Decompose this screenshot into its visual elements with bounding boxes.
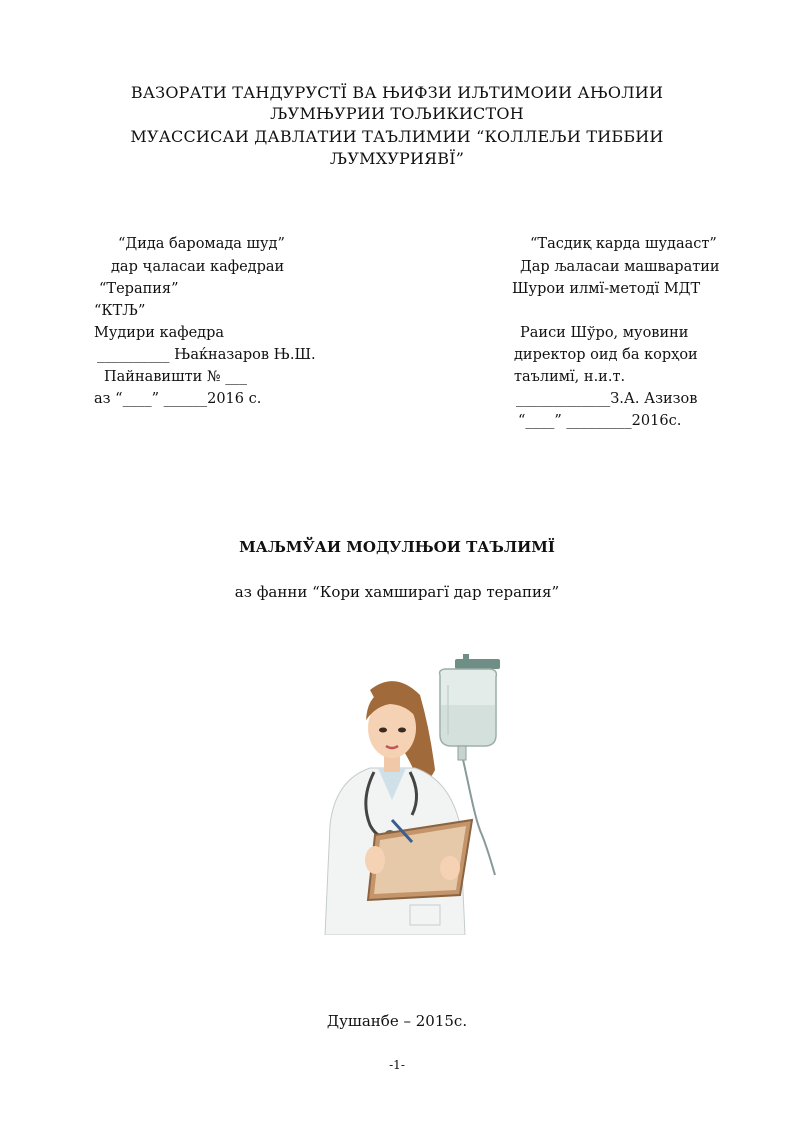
left-line-3: “Терапия” [99, 281, 179, 297]
ministry-title-line-2: ЉУМЊУРИИ ТОЉИКИСТОН [270, 104, 524, 123]
right-line-4: Раиси Шўро, муовини [520, 325, 689, 341]
nurse-with-iv-icon [300, 650, 510, 935]
right-line-1: “Тасдиқ карда шудааст” [530, 236, 717, 252]
document-title: МАЉМЎАИ МОДУЛЊОИ ТАЪЛИМЇ [239, 538, 555, 556]
left-line-6: __________ Њаќназаров Њ.Ш. [97, 347, 316, 363]
page-number: -1- [389, 1058, 405, 1072]
document-subtitle: аз фанни “Кори хамширагї дар терапия” [234, 583, 560, 601]
ministry-title-line-1: ВАЗОРАТИ ТАНДУРУСТЇ ВА ЊИФЗИ ИЉТИМОИИ АЊОЛИИ [130, 83, 664, 102]
right-line-8: “____” _________2016с. [518, 413, 682, 429]
right-line-3: Шурои илмї-методї МДТ [512, 281, 701, 297]
nurse-illustration [300, 650, 510, 935]
institution-title-line-1: МУАССИСАИ ДАВЛАТИИ ТАЪЛИМИИ “КОЛЛЕЉИ ТИББИИ [130, 127, 664, 146]
left-line-8: аз “____” ______2016 с. [94, 391, 262, 407]
right-line-6: таълимї, н.и.т. [514, 369, 626, 385]
left-line-5: Мудири кафедра [94, 325, 225, 341]
left-line-2: дар ҷаласаи кафедраи [111, 259, 285, 275]
left-line-4: “КТЉ” [94, 303, 146, 319]
left-line-7: Пайнавишти № ___ [104, 369, 247, 385]
right-line-7: _____________З.А. Азизов [516, 391, 698, 407]
left-line-1: “Дида баромада шуд” [118, 236, 285, 252]
city-year: Душанбе – 2015с. [326, 1012, 468, 1030]
right-line-5: директор оид ба корҳои [514, 347, 698, 363]
right-line-2: Дар љаласаи машваратии [520, 259, 720, 275]
institution-title-line-2: ЉУМХУРИЯВЇ” [329, 149, 465, 168]
